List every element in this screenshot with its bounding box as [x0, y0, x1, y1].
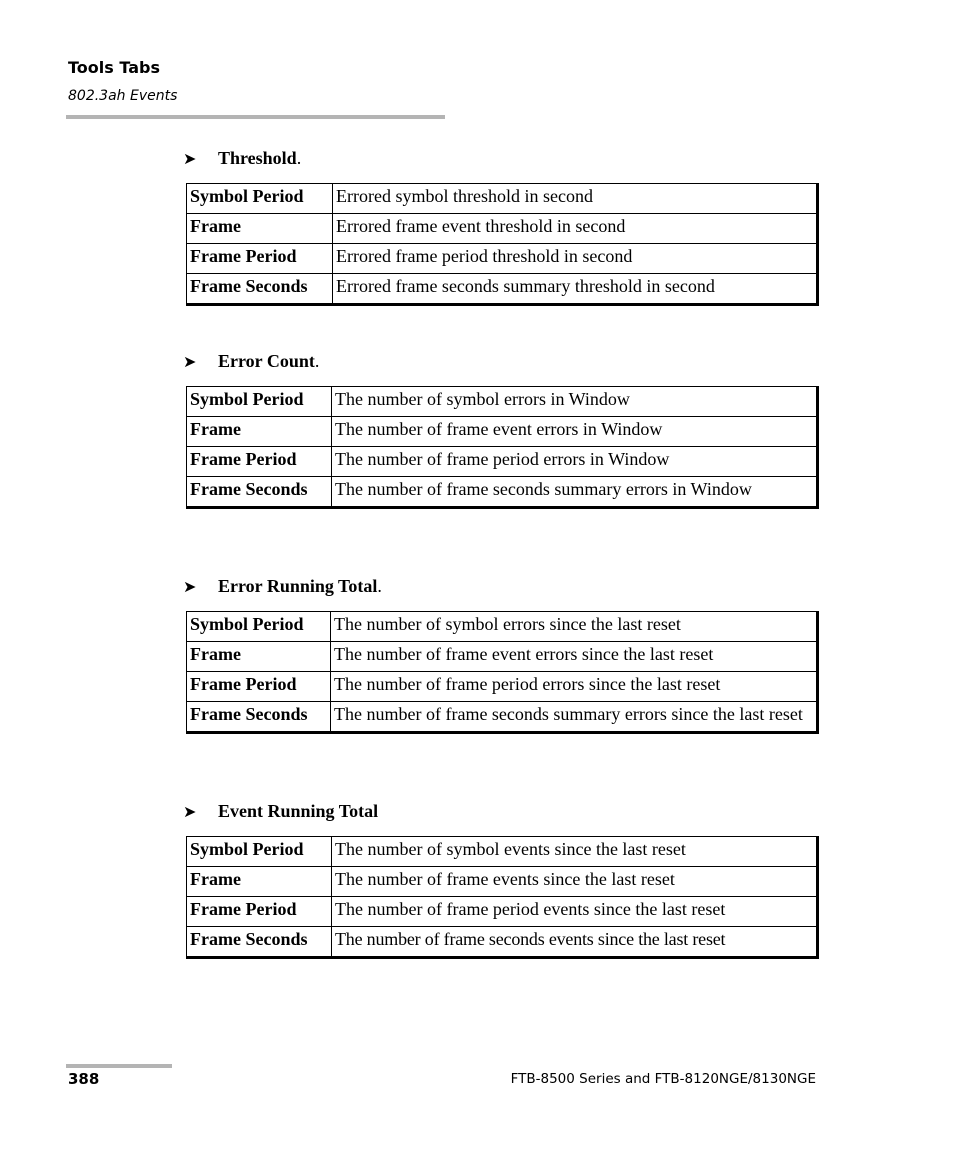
section-heading-error-count [183, 351, 319, 372]
footer-rule [66, 1064, 172, 1068]
term-cell: Frame Period [187, 897, 332, 927]
section-heading-suffix: . [296, 148, 302, 168]
term-cell: Frame Seconds [187, 477, 332, 508]
event-running-total-table [186, 836, 819, 959]
table-row [187, 612, 818, 642]
term-cell: Frame [187, 867, 332, 897]
desc-cell: The number of frame events since the last reset [332, 867, 818, 897]
section-heading-label: Error Count [218, 351, 315, 371]
desc-cell: The number of frame seconds summary errors since the last reset [331, 702, 818, 733]
desc-cell: Errored frame event threshold in second [333, 214, 818, 244]
desc-cell: The number of frame seconds summary errors in Window [332, 477, 818, 508]
desc-cell: The number of symbol errors since the last reset [331, 612, 818, 642]
table-row [187, 244, 818, 274]
section-heading-label: Threshold [218, 148, 297, 168]
section-heading-suffix: . [377, 576, 382, 596]
arrow-bullet-icon: ➤ [183, 804, 197, 821]
desc-cell: Errored frame seconds summary threshold in second [333, 274, 818, 305]
page-header-subtitle: 802.3ah Events [68, 88, 178, 104]
page-header-title: Tools Tabs [68, 58, 160, 77]
term-cell: Frame Period [187, 447, 332, 477]
table-row [187, 184, 818, 214]
error-count-table [186, 386, 819, 509]
term-cell: Frame [187, 214, 333, 244]
desc-cell: The number of frame event errors in Window [332, 417, 818, 447]
section-heading-event-running-total [183, 801, 378, 822]
desc-cell: The number of symbol errors in Window [332, 387, 818, 417]
term-cell: Frame [187, 642, 331, 672]
desc-cell: The number of symbol events since the last reset [332, 837, 818, 867]
desc-cell: The number of frame seconds events since the last reset [332, 927, 818, 958]
section-heading-suffix: . [314, 351, 320, 371]
section-heading-threshold [183, 148, 301, 169]
desc-cell: Errored frame period threshold in second [333, 244, 818, 274]
table-row [187, 837, 818, 867]
section-heading-label: Event Running Total [218, 801, 379, 821]
table-row [187, 214, 818, 244]
term-cell: Frame [187, 417, 332, 447]
table-row [187, 417, 818, 447]
term-cell: Symbol Period [187, 184, 333, 214]
error-running-total-table [186, 611, 819, 734]
desc-cell: The number of frame period errors in Window [332, 447, 818, 477]
arrow-bullet-icon: ➤ [183, 151, 197, 168]
term-cell: Symbol Period [187, 612, 331, 642]
page-number: 388 [68, 1070, 100, 1088]
term-cell: Symbol Period [187, 837, 332, 867]
section-heading-error-running-total [183, 576, 382, 597]
table-row [187, 867, 818, 897]
term-cell: Symbol Period [187, 387, 332, 417]
table-row [187, 274, 818, 305]
header-rule [66, 115, 445, 119]
section-heading-label: Error Running Total [218, 576, 378, 596]
desc-cell: The number of frame period errors since the last reset [331, 672, 818, 702]
table-row [187, 672, 818, 702]
table-row [187, 642, 818, 672]
threshold-table [186, 183, 819, 306]
term-cell: Frame Seconds [187, 927, 332, 958]
term-cell: Frame Period [187, 244, 333, 274]
desc-cell: Errored symbol threshold in second [333, 184, 818, 214]
table-row [187, 447, 818, 477]
term-cell: Frame Period [187, 672, 331, 702]
table-row [187, 387, 818, 417]
table-row [187, 477, 818, 508]
document-title: FTB-8500 Series and FTB-8120NGE/8130NGE [510, 1071, 816, 1087]
term-cell: Frame Seconds [187, 702, 331, 733]
desc-cell: The number of frame event errors since the last reset [331, 642, 818, 672]
arrow-bullet-icon: ➤ [183, 354, 197, 371]
arrow-bullet-icon: ➤ [183, 579, 197, 596]
desc-cell: The number of frame period events since the last reset [332, 897, 818, 927]
table-row [187, 702, 818, 733]
table-row [187, 897, 818, 927]
table-row [187, 927, 818, 958]
term-cell: Frame Seconds [187, 274, 333, 305]
